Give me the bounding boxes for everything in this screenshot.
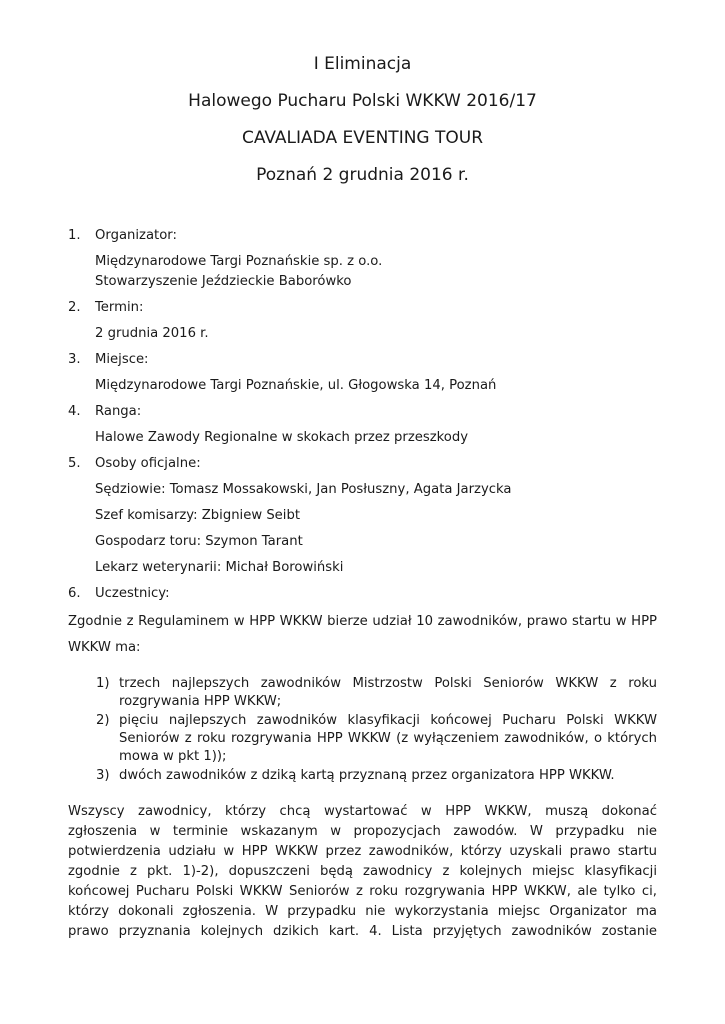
title-line-eliminacja: I Eliminacja bbox=[313, 54, 412, 74]
section-line: Sędziowie: Tomasz Mossakowski, Jan Posłuszny, Agata Jarzycka bbox=[95, 482, 512, 497]
section-line: Lekarz weterynarii: Michał Borowiński bbox=[95, 560, 344, 575]
section-rank-heading bbox=[68, 402, 658, 422]
section-title: Termin: bbox=[95, 300, 144, 315]
section-line: Halowe Zawody Regionalne w skokach przez przeszkody bbox=[95, 430, 469, 445]
section-organizer-heading bbox=[68, 226, 658, 246]
numbered-sections bbox=[68, 226, 658, 610]
title-line-cup: Halowego Pucharu Polski WKKW 2016/17 bbox=[188, 91, 537, 111]
section-rank-body bbox=[68, 428, 658, 448]
section-title: Organizator: bbox=[95, 228, 177, 243]
title-line-tour: CAVALIADA EVENTING TOUR bbox=[241, 128, 484, 148]
section-date-body bbox=[68, 324, 658, 344]
section-number: 6. bbox=[68, 586, 81, 601]
section-number: 5. bbox=[68, 456, 81, 471]
eligibility-criteria-list bbox=[96, 675, 657, 786]
section-organizer-body bbox=[68, 252, 658, 292]
list-item-text: dwóch zawodników z dziką kartą przyznaną przez organizatora HPP WKKW. bbox=[119, 768, 615, 783]
section-number: 1. bbox=[68, 228, 81, 243]
list-item bbox=[96, 712, 657, 766]
list-item-number: 2) bbox=[96, 713, 110, 728]
document-title bbox=[0, 50, 725, 198]
paragraph-line: Wszyscy zawodnicy, którzy chcą wystartować w HPP WKKW, muszą dokonać bbox=[68, 804, 657, 819]
section-number: 4. bbox=[68, 404, 81, 419]
section-title: Uczestnicy: bbox=[95, 586, 170, 601]
title-line-date: Poznań 2 grudnia 2016 r. bbox=[256, 165, 469, 185]
section-participants-heading bbox=[68, 584, 658, 604]
section-line: Międzynarodowe Targi Poznańskie sp. z o.o. bbox=[95, 254, 383, 269]
section-venue-heading bbox=[68, 350, 658, 370]
section-number: 2. bbox=[68, 300, 81, 315]
section-line: 2 grudnia 2016 r. bbox=[95, 326, 209, 341]
list-item-text: trzech najlepszych zawodników Mistrzostw Polski Seniorów WKKW z roku rozgrywania HPP WKKW; bbox=[119, 676, 657, 709]
paragraph-line: zgłoszenia w terminie wskazanym w propozycjach zawodów. W przypadku nie bbox=[68, 824, 657, 839]
section-line: Gospodarz toru: Szymon Tarant bbox=[95, 534, 303, 549]
paragraph-line: potwierdzenia udziału w HPP WKKW przez zawodników, którzy uzyskali prawo startu bbox=[68, 844, 657, 859]
list-item bbox=[96, 767, 657, 785]
closing-paragraph bbox=[68, 802, 657, 942]
list-item-number: 3) bbox=[96, 768, 110, 783]
paragraph-line: prawo przyznania kolejnych dzikich kart. 4. Lista przyjętych zawodników zostanie bbox=[68, 924, 657, 939]
paragraph-line: końcowej Pucharu Polski WKKW Seniorów z roku rozgrywania HPP WKKW, ale tylko ci, bbox=[68, 884, 657, 899]
section-title: Miejsce: bbox=[95, 352, 149, 367]
section-officials-heading bbox=[68, 454, 658, 474]
list-item-number: 1) bbox=[96, 676, 110, 691]
paragraph-line: zgodnie z pkt. 1)-2), dopuszczeni będą zawodnicy z kolejnych miejsc klasyfikacji bbox=[68, 864, 657, 879]
section-line: Międzynarodowe Targi Poznańskie, ul. Głogowska 14, Poznań bbox=[95, 378, 497, 393]
list-item bbox=[96, 675, 657, 711]
list-item-text: pięciu najlepszych zawodników klasyfikacji końcowej Pucharu Polski WKKW Seniorów z roku rozgrywania HPP WKKW (z wyłączeniem zawodników, o których mowa w pkt 1)); bbox=[119, 713, 657, 764]
paragraph-line: którzy dokonali zgłoszenia. W przypadku nie wykorzystania miejsc Organizator ma bbox=[68, 904, 657, 919]
section-title: Osoby oficjalne: bbox=[95, 456, 201, 471]
section-title: Ranga: bbox=[95, 404, 142, 419]
participants-intro-paragraph: Zgodnie z Regulaminem w HPP WKKW bierze udział 10 zawodników, prawo startu w HPP WKKW ma: bbox=[68, 614, 657, 655]
section-date-heading bbox=[68, 298, 658, 318]
section-number: 3. bbox=[68, 352, 81, 367]
section-venue-body bbox=[68, 376, 658, 396]
section-line: Stowarzyszenie Jeździeckie Baborówko bbox=[95, 274, 352, 289]
section-line: Szef komisarzy: Zbigniew Seibt bbox=[95, 508, 301, 523]
section-officials-body bbox=[68, 480, 658, 578]
